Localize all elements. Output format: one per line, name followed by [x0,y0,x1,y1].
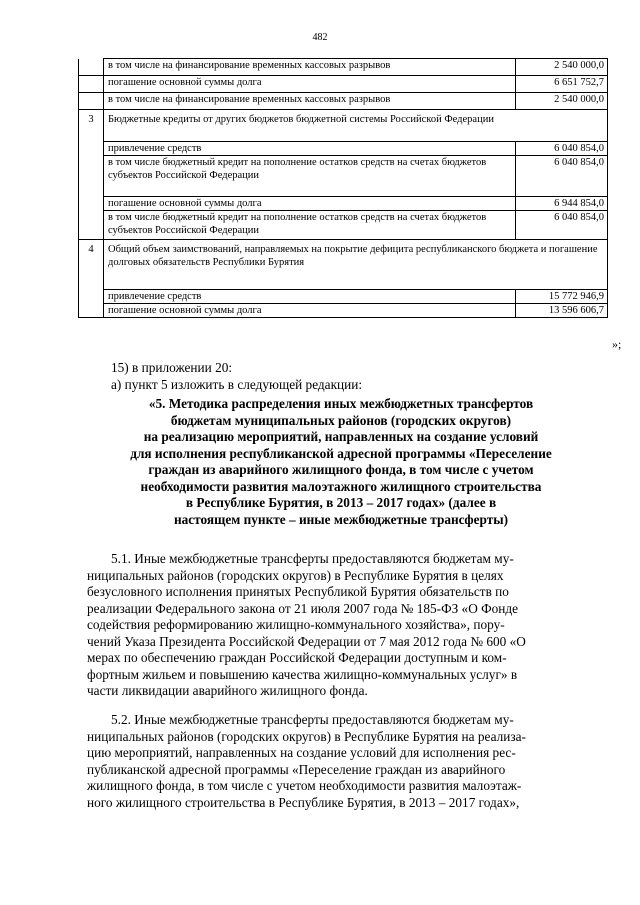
heading-line: в Республике Бурятия, в 2013 – 2017 годах» (далее в [185,495,497,510]
paragraph-line: 5.1. Иные межбюджетные трансферты предоставляются бюджетам му- [111,551,514,566]
paragraph-line: цию мероприятий, направленных на создание условий для исполнения рес- [87,745,516,760]
section-title: Бюджетные кредиты от других бюджетов бюджетной системы Российской Федерации [104,109,608,141]
table-row [79,75,608,92]
table-row [79,289,608,303]
item-15: 15) в приложении 20: [111,360,233,375]
paragraph-line: содействия реформированию жилищно-коммунального хозяйства», пору- [87,617,505,632]
row-label: в том числе на финансирование временных кассовых разрывов [104,92,516,109]
row-number-cell [79,92,104,109]
row-label: привлечение средств [104,289,516,303]
table-row [79,196,608,210]
borrowing-table [78,58,608,318]
heading-line: необходимости развития малоэтажного жилищного строительства [140,478,542,494]
heading-line: для исполнения республиканской адресной программы «Переселение [130,445,552,461]
row-value: 2 540 000,0 [516,59,608,76]
section-header-row [79,239,608,289]
row-value: 2 540 000,0 [516,92,608,109]
table-row [79,210,608,239]
row-label: в том числе бюджетный кредит на пополнение остатков средств на счетах бюджетов субъектов Российской Федерации [104,210,516,239]
row-number-cell [79,75,104,92]
table-row [79,92,608,109]
row-label: погашение основной суммы долга [104,196,516,210]
heading-line: граждан из аварийного жилищного фонда, в том числе с учетом [148,462,534,477]
page-number: 482 [312,32,328,43]
paragraph-line: фортным жильем и повышению качества жилищно-коммунальных услуг» в [87,666,518,682]
section-number: 3 [79,109,104,239]
paragraph-line: мерах по обеспечению граждан Российской Федерации доступным и ком- [87,650,507,665]
row-label: погашение основной суммы долга [104,303,516,317]
row-label: привлечение средств [104,141,516,155]
paragraph-line: реализации Федерального закона от 21 июля 2007 года № 185-ФЗ «О Фонде [87,600,519,616]
paragraph-line: публиканской адресной программы «Переселение граждан из аварийного [87,761,506,777]
row-value: 6 040 854,0 [516,141,608,155]
heading-line: «5. Методика распределения иных межбюджетных трансфертов [148,396,534,411]
paragraph-line: ниципальных районов (городских округов) в Республике Бурятия в целях [87,567,504,583]
row-label: в том числе на финансирование временных кассовых разрывов [104,59,516,76]
row-value: 6 040 854,0 [516,155,608,196]
paragraph-5-1 [87,551,595,700]
table-row [79,303,608,317]
row-value: 6 040 854,0 [516,210,608,239]
section-number: 4 [79,239,104,317]
paragraph-line: безусловного исполнения принятых Республикой Бурятия обязательств по [87,584,509,599]
section-heading [87,396,595,528]
amendment-intro [87,360,595,393]
paragraph-5-2 [87,712,595,811]
item-a: а) пункт 5 изложить в следующей редакции: [111,376,363,392]
paragraph-line: 5.2. Иные межбюджетные трансферты предоставляются бюджетам му- [111,712,514,727]
table-row [79,141,608,155]
table-closing-quote: »; [612,337,622,351]
heading-line: на реализацию мероприятий, направленных на создание условий [143,429,539,444]
row-value: 6 651 752,7 [516,75,608,92]
paragraph-line: жилищного фонда, в том числе с учетом необходимости развития малоэтаж- [87,778,522,793]
row-label: погашение основной суммы долга [104,75,516,92]
heading-line: бюджетам муниципальных районов (городских округов) [170,412,512,428]
row-value: 13 596 606,7 [516,303,608,317]
section-title: Общий объем заимствований, направляемых на покрытие дефицита республиканского бюджета и погашение долговых обязательств Республики Бурятия [104,239,608,289]
heading-line: настоящем пункте – иные межбюджетные трансферты) [173,511,509,527]
row-number-cell [79,59,104,76]
paragraph-line: части ликвидации аварийного жилищного фонда. [87,683,368,698]
paragraph-line: чений Указа Президента Российской Федерации от 7 мая 2012 года № 600 «О [87,633,526,649]
row-label: в том числе бюджетный кредит на пополнение остатков средств на счетах бюджетов субъектов Российской Федерации [104,155,516,196]
row-value: 6 944 854,0 [516,196,608,210]
paragraph-line: ниципальных районов (городских округов) в Республике Бурятия на реализа- [87,728,526,744]
section-header-row [79,109,608,141]
paragraph-line: ного жилищного строительства в Республике Бурятия, в 2013 – 2017 годах», [87,794,520,810]
table-row [79,59,608,76]
table-row [79,155,608,196]
row-value: 15 772 946,9 [516,289,608,303]
